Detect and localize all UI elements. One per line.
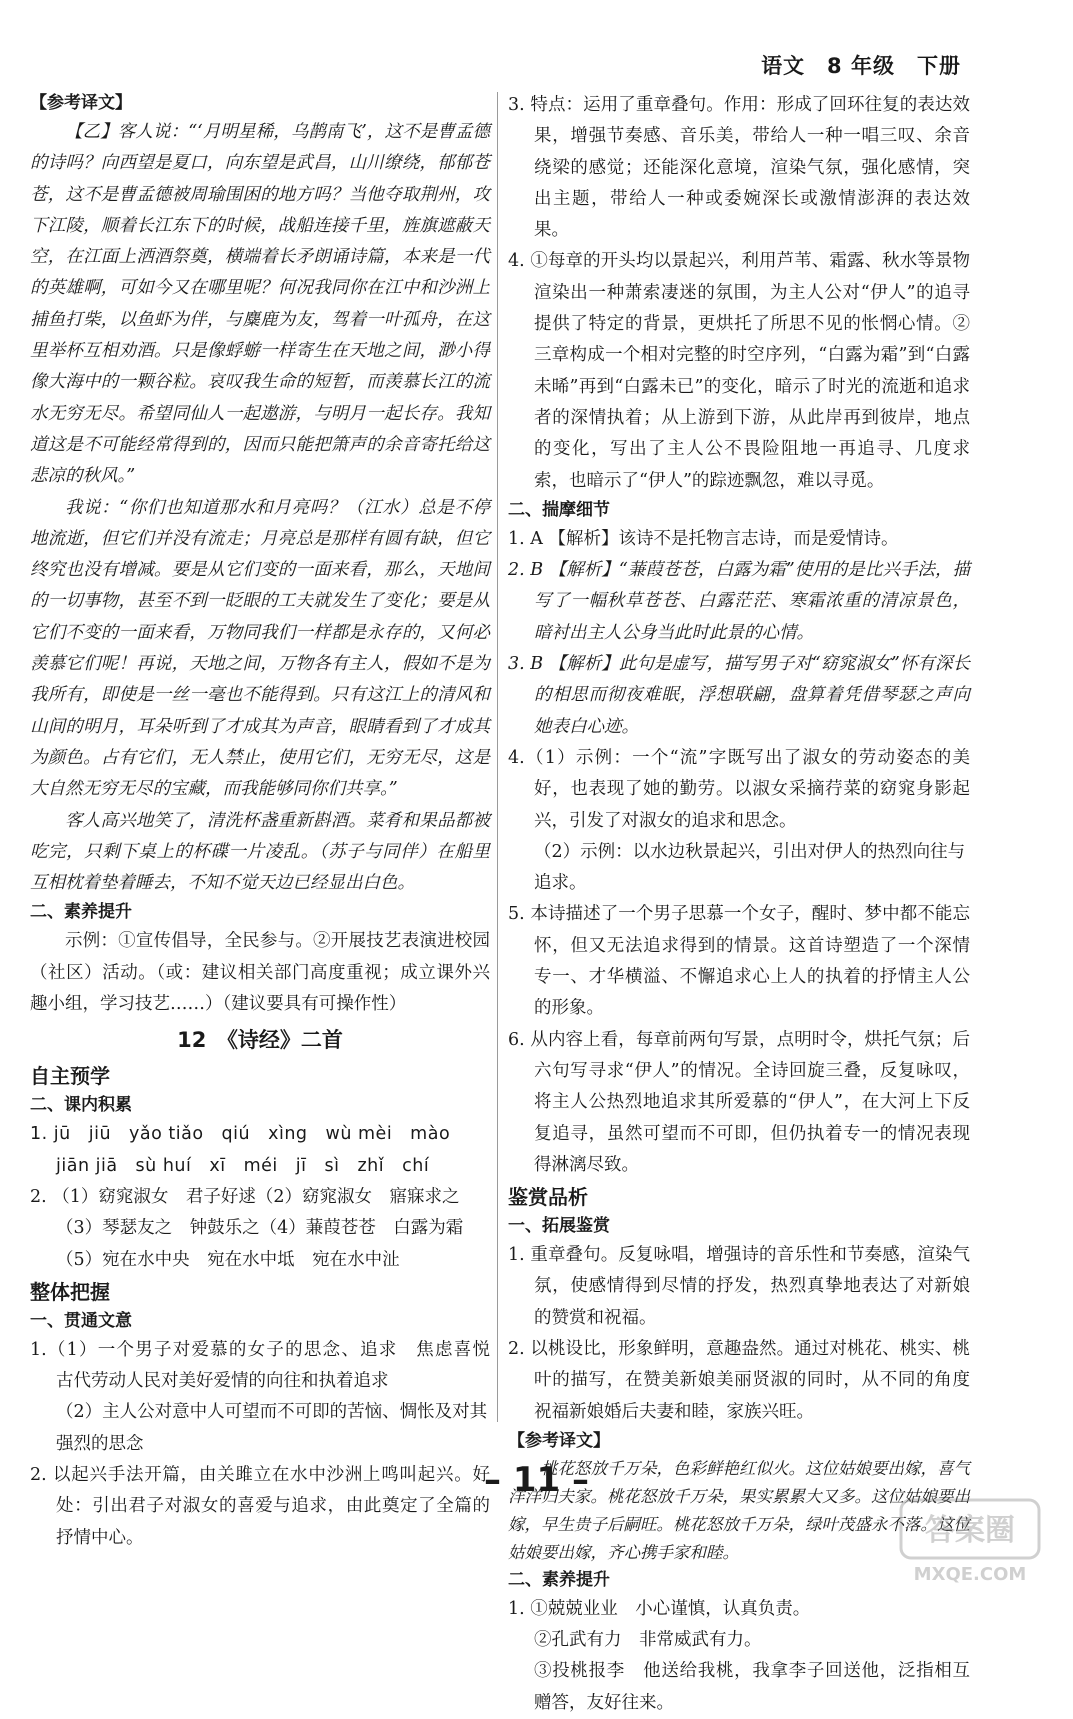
guantong-answer-1: 1.（1）一个男子对爱慕的女子的思念、追求 焦虑喜悦 古代劳动人民对美好爱情的向往和执着追求 xyxy=(30,1339,508,1392)
answer-4: 4. ①每章的开头均以景起兴，利用芦苇、霜露、秋水等景物渲染出一种萧索凄迷的氛围，为主人公对“伊人”的追寻提供了特定的背景，更烘托了所思不见的怅惘心情。②三章构成一个相对完整的时空序列，“白露为霜”到“白露未晞”再到“白露未已”的变化，暗示了时光的流逝和追求者的深情执着；从上游到下游，从此岸再到彼岸，地点的变化，写出了主人公不畏险阻地一再追寻、几度求索，也暗示了“伊人”的踪迹飘忽，难以寻觅。 xyxy=(508,251,970,491)
idiom-1: 1. ①兢兢业业 小心谨慎，认真负责。 xyxy=(508,1598,811,1619)
guantong-answer-2: 2. 以起兴手法开篇，由关雎立在水中沙洲上鸣叫起兴。好处：引出君子对淑女的喜爱与追求，由此奠定了全篇的抒情中心。 xyxy=(30,1464,490,1548)
fill-in-answers xyxy=(30,1182,490,1276)
translation-para-1: 【乙】客人说：“‘月明星稀，乌鹊南飞’，这不是曹孟德的诗吗？向西望是夏口，向东望是武昌，山川缭绕，郁郁苍苍，这不是曹孟德被周瑜围困的地方吗？当他夺取荆州，攻下江陵，顺着长江东下的时候，战船连接千里，旌旗遮蔽天空，在江面上洒酒祭奠，横端着长矛朗诵诗篇，本来是一代的英雄啊，可如今又在哪里呢？何况我同你在江中和沙洲上捕鱼打柴，以鱼虾为伴，与麋鹿为友，驾着一叶孤舟，在这里举杯互相劝酒。只是像蜉蝣一样寄生在天地之间，渺小得像大海中的一颗谷粒。哀叹我生命的短暂，而羡慕长江的流水无穷无尽。希望同仙人一起遨游，与明月一起长存。我知道这是不可能经常得到的，因而只能把箫声的余音寄托给这悲凉的秋风。” xyxy=(30,122,490,487)
guantong-answer-1b: （2）主人公对意中人可望而不可即的苦恼、惆怅及对其强烈的思念 xyxy=(56,1402,488,1454)
pinyin-line-2: jiān jiā sù huí xī méi jī sì zhǐ chí xyxy=(56,1155,430,1176)
pinyin-answers xyxy=(30,1119,490,1182)
heading-kenei: 二、课内积累 xyxy=(30,1095,132,1116)
column-divider xyxy=(497,92,498,1422)
tuozhan-1: 1. 重章叠句。反复咏唱，增强诗的音乐性和节奏感，渲染气氛，使感情得到尽情的抒发，热烈真挚地表达了对新娘的赞赏和祝福。 xyxy=(508,1245,970,1328)
svg-text:答案圈: 答案圈 xyxy=(925,1513,1015,1548)
q2-number: 2. xyxy=(30,1186,47,1207)
ref-heading-left: 【参考译文】 xyxy=(30,93,132,113)
heading-zizhu: 自主预学 xyxy=(30,1064,110,1089)
page-number: – 11 – xyxy=(484,1460,589,1500)
page-header: 语文 8 年级 下册 xyxy=(761,54,961,78)
taoyao-translation: 桃花怒放千万朵，色彩鲜艳红似火。这位姑娘要出嫁，喜气洋洋归夫家。桃花怒放千万朵，果实累累大又多。这位姑娘要出嫁，早生贵子后嗣旺。桃花怒放千万朵，绿叶茂盛永不落。这位姑娘要出嫁，齐心携手家和睦。 xyxy=(508,1458,970,1562)
ref-heading-right: 【参考译文】 xyxy=(508,1430,610,1451)
q1-number: 1. xyxy=(30,1124,48,1145)
heading-jianshang: 鉴赏品析 xyxy=(508,1185,588,1210)
heading-zhengti: 整体把握 xyxy=(30,1279,110,1304)
chuaimo-1: 1. A 【解析】该诗不是托物言志诗，而是爱情诗。 xyxy=(508,528,899,549)
chapter-title: 12 《诗经》二首 xyxy=(177,1028,343,1053)
watermark-logo xyxy=(895,1492,1045,1588)
heading-chuaimo: 二、揣摩细节 xyxy=(508,499,610,520)
chuaimo-3: 3. B 【解析】此句是虚写，描写男子对“窈窕淑女”怀有深长的相思而彻夜难眠，浮想联翩，盘算着凭借琴瑟之声向她表白心迹。 xyxy=(508,654,970,737)
answer-3: 3. 特点：运用了重章叠句。作用：形成了回环往复的表达效果，增强节奏感、音乐美，带给人一种一唱三叹、余音绕梁的感觉；还能深化意境，渲染气氛，强化感情，突出主题，带给人一种或委婉深长或激情澎湃的表达效果。 xyxy=(508,95,970,241)
fill-line-2: （3）琴瑟友之 钟鼓乐之（4）蒹葭苍苍 白露为霜 xyxy=(56,1218,464,1239)
suyang-answer: 示例：①宣传倡导，全民参与。②开展技艺表演进校园（社区）活动。（或：建议相关部门高度重视；成立课外兴趣小组，学习技艺……）（建议要具有可操作性） xyxy=(30,931,490,1015)
svg-text:MXQE.COM: MXQE.COM xyxy=(913,1564,1027,1585)
section-suyang-left: 二、素养提升 xyxy=(30,902,132,923)
pinyin-line-1: jū jiū yǎo tiǎo qiú xìng wù mèi mào xyxy=(53,1124,451,1145)
fill-line-1: （1）窈窕淑女 君子好逑（2）窈窕淑女 寤寐求之 xyxy=(52,1186,460,1207)
chuaimo-2: 2. B 【解析】“蒹葭苍苍，白露为霜”使用的是比兴手法，描写了一幅秋草苍苍、白露茫茫、寒霜浓重的清凉景色，暗衬出主人公身当此时此景的心情。 xyxy=(508,560,970,643)
idiom-2: ②孔武有力 非常威武有力。 xyxy=(534,1630,762,1651)
tuozhan-2: 2. 以桃设比，形象鲜明，意趣盎然。通过对桃花、桃实、桃叶的描写，在赞美新娘美丽贤淑的同时，从不同的角度祝福新娘婚后夫妻和睦，家族兴旺。 xyxy=(508,1338,970,1422)
heading-suyang-right: 二、素养提升 xyxy=(508,1569,610,1590)
idiom-3: ③投桃报李 他送给我桃，我拿李子回送他，泛指相互赠答，友好往来。 xyxy=(534,1661,970,1713)
left-column xyxy=(30,90,508,1554)
chuaimo-5: 5. 本诗描述了一个男子思慕一个女子，醒时、梦中都不能忘怀，但又无法追求得到的情景。这首诗塑造了一个深情专一、才华横溢、不懈追求心上人的执着的抒情主人公的形象。 xyxy=(508,904,970,1019)
translation-para-2: 我说：“你们也知道那水和月亮吗？（江水）总是不停地流逝，但它们并没有流走；月亮总是那样有圆有缺，但它终究也没有增减。要是从它们变的一面来看，那么，天地间的一切事物，甚至不到一眨眼的工夫就发生了变化；要是从它们不变的一面来看，万物同我们一样都是永存的，又何必羡慕它们呢！再说，天地之间，万物各有主人，假如不是为我所有，即使是一丝一毫也不能得到。只有这江上的清风和山间的明月，耳朵听到了才成其为声音，眼睛看到了才成其为颜色。占有它们，无人禁止，使用它们，无穷无尽，这是大自然无穷无尽的宝藏，而我能够同你们共享。” xyxy=(30,497,490,800)
chuaimo-6: 6. 从内容上看，每章前两句写景，点明时令，烘托气氛；后六句写寻求“伊人”的情况。全诗回旋三叠，反复咏叹，将主人公热烈地追求其所爱慕的“伊人”，在大河上下反复追寻，虽然可望而不可即，但仍执着专一的情况表现得淋漓尽致。 xyxy=(508,1029,970,1175)
heading-tuozhan: 一、拓展鉴赏 xyxy=(508,1216,610,1237)
fill-line-3: （5）宛在水中央 宛在水中坻 宛在水中沚 xyxy=(56,1249,400,1270)
chuaimo-4b: （2）示例：以水边秋景起兴，引出对伊人的热烈向往与追求。 xyxy=(534,841,966,894)
translation-para-3: 客人高兴地笑了，清洗杯盏重新斟酒。菜肴和果品都被吃完，只剩下桌上的杯碟一片凌乱。（苏子与同伴）在船里互相枕着垫着睡去，不知不觉天边已经显出白色。 xyxy=(30,810,490,894)
heading-guantong: 一、贯通文意 xyxy=(30,1310,132,1331)
chuaimo-4a: 4.（1）示例：一个“流”字既写出了淑女的劳动姿态的美好，也表现了她的勤劳。以淑女采摘荇菜的窈窕身影起兴，引发了对淑女的追求和思念。 xyxy=(508,747,970,831)
